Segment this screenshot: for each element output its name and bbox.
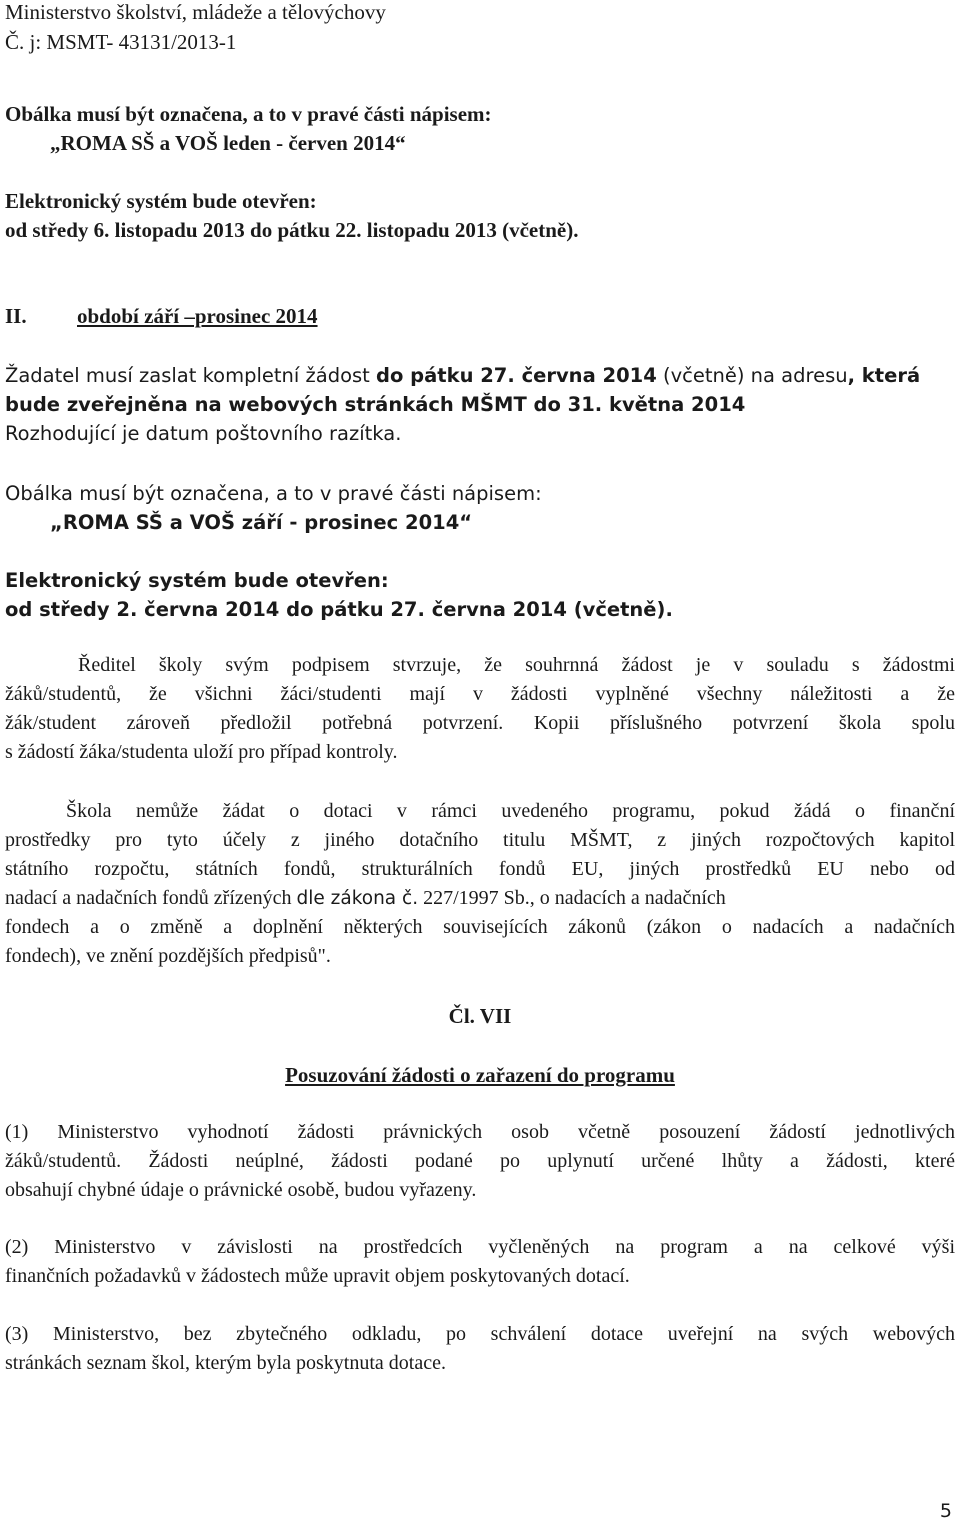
- school-paragraph-line: prostředky pro tyto účely z jiného dotačního titulu MŠMT, z jiných rozpočtových kapitol: [5, 829, 955, 851]
- law-number-text: 227/1997 Sb., o nadacích a nadačních: [418, 887, 726, 909]
- school-paragraph-line-4: [5, 887, 955, 910]
- deadline-note: (včetně) na adresu: [656, 364, 848, 387]
- item-1-line: žáků/studentů. Žádosti neúplné, žádosti podané po uplynutí určené lhůty a žádosti, které: [5, 1150, 955, 1172]
- foundations-text: nadací a nadačních fondů zřízených: [5, 887, 297, 909]
- envelope-text-2: „ROMA SŠ a VOŠ září - prosinec 2014“: [50, 511, 473, 534]
- item-3-line: stránkách seznam škol, kterým byla poskytnuta dotace.: [5, 1352, 446, 1374]
- article-title: Posuzování žádosti o zařazení do programu: [285, 1063, 675, 1087]
- deadline-line-3: Rozhodující je datum poštovního razítka.: [5, 422, 402, 445]
- item-3-line: (3) Ministerstvo, bez zbytečného odkladu, po schválení dotace uveřejní na svých webových: [5, 1323, 955, 1345]
- law-reference: dle zákona č.: [296, 888, 419, 909]
- item-1-line: obsahují chybné údaje o právnické osobě, budou vyřazeny.: [5, 1179, 477, 1201]
- director-paragraph-line: Ředitel školy svým podpisem stvrzuje, že souhrnná žádost je v souladu s žádostmi: [78, 654, 955, 676]
- item-2-line: finančních požadavků v žádostech může upravit objem poskytovaných dotací.: [5, 1265, 630, 1287]
- period-heading: období září –prosinec 2014: [77, 304, 318, 328]
- item-2-line: (2) Ministerstvo v závislosti na prostředcích vyčleněných na program a na celkové výši: [5, 1236, 955, 1258]
- system-dates-2: od středy 2. června 2014 do pátku 27. června 2014 (včetně).: [5, 598, 673, 621]
- page-number: 5: [939, 1500, 952, 1522]
- school-paragraph-line: Škola nemůže žádat o dotaci v rámci uvedeného programu, pokud žádá o finanční: [66, 800, 955, 822]
- school-paragraph-line: státního rozpočtu, státních fondů, strukturálních fondů EU, jiných prostředků EU nebo od: [5, 858, 955, 880]
- system-label-2: Elektronický systém bude otevřen:: [5, 569, 389, 592]
- deadline-date: do pátku 27. června 2014: [376, 364, 657, 387]
- envelope-label-1: Obálka musí být označena, a to v pravé části nápisem:: [5, 102, 492, 126]
- item-1-line: (1) Ministerstvo vyhodnotí žádosti právnických osob včetně posouzení žádostí jednotlivých: [5, 1121, 955, 1143]
- director-paragraph-line: žák/student zároveň předložil potřebná potvrzení. Kopii příslušného potvrzení škola spolu: [5, 712, 955, 734]
- reference-number: Č. j: MSMT- 43131/2013-1: [5, 30, 237, 54]
- deadline-line-1-text: [5, 364, 920, 387]
- system-label-1: Elektronický systém bude otevřen:: [5, 189, 317, 213]
- deadline-line-1: [5, 364, 955, 387]
- article-number: Čl. VII: [448, 1004, 512, 1028]
- school-paragraph-line: fondech a o změně a doplnění některých souvisejících zákonů (zákon o nadacích a nadačních: [5, 916, 955, 938]
- deadline-intro: Žadatel musí zaslat kompletní žádost: [5, 364, 377, 387]
- director-paragraph-line: žáků/studentů, že všichni žáci/studenti mají v žádosti vyplněné všechny náležitosti a že: [5, 683, 955, 705]
- ministry-name: Ministerstvo školství, mládeže a tělovýchovy: [5, 0, 386, 24]
- school-paragraph-line-4-text: [5, 887, 726, 910]
- director-paragraph-line: s žádostí žáka/studenta uloží pro případ kontroly.: [5, 741, 398, 763]
- envelope-label-2: Obálka musí být označena, a to v pravé části nápisem:: [5, 482, 542, 505]
- deadline-which: , která: [847, 364, 921, 387]
- system-dates-1: od středy 6. listopadu 2013 do pátku 22. listopadu 2013 (včetně).: [5, 218, 579, 242]
- period-roman-numeral: II.: [5, 304, 27, 328]
- school-paragraph-line: fondech), ve znění pozdějších předpisů".: [5, 945, 331, 967]
- deadline-line-2: bude zveřejněna na webových stránkách MŠMT do 31. května 2014: [5, 393, 746, 416]
- envelope-text-1: „ROMA SŠ a VOŠ leden - červen 2014“: [50, 131, 406, 155]
